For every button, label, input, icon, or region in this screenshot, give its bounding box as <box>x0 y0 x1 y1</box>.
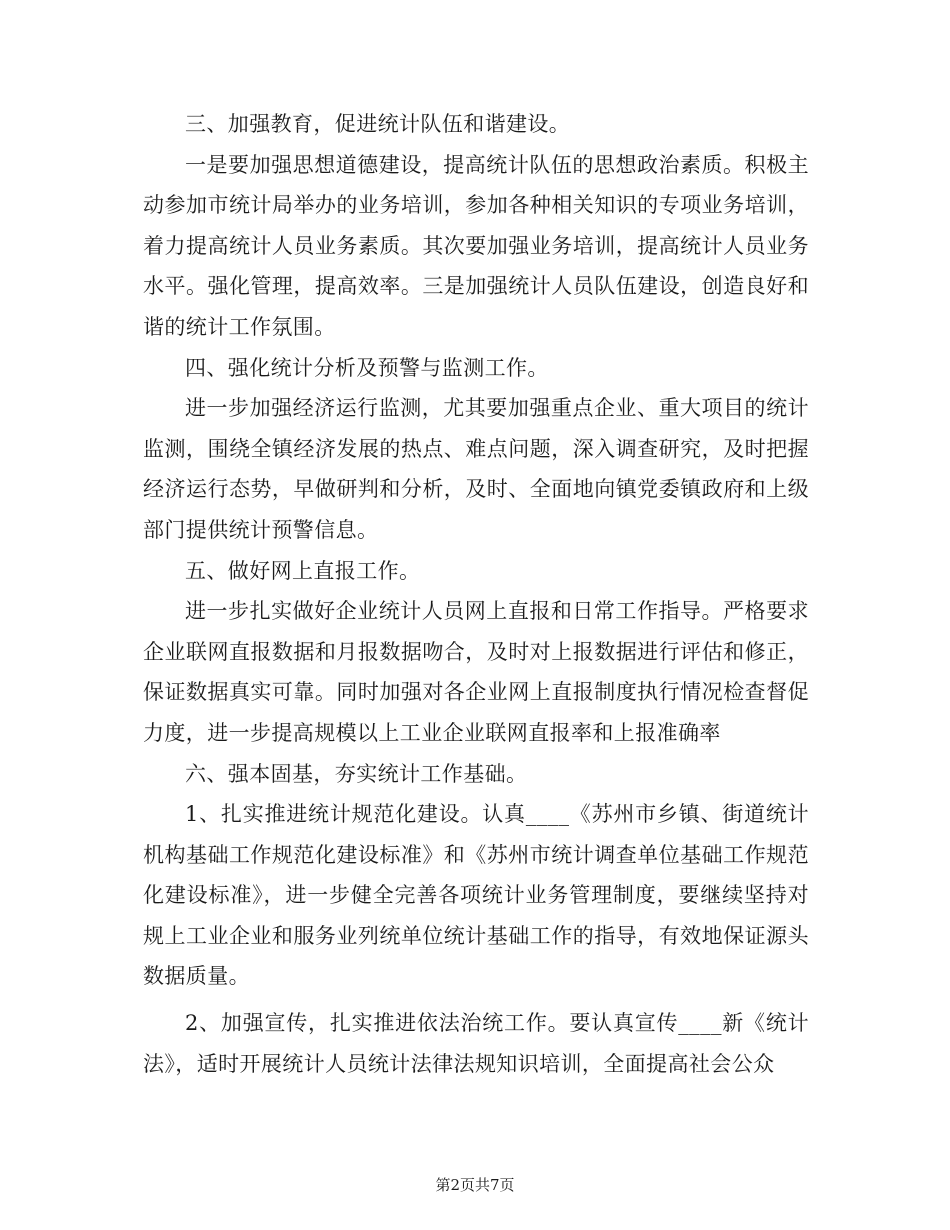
section-heading-4: 四、强化统计分析及预警与监测工作。 <box>185 355 549 380</box>
section-heading-5: 五、做好网上直报工作。 <box>185 558 421 583</box>
section-heading-6: 六、强本固基，夯实统计工作基础。 <box>185 761 528 786</box>
paragraph-online-reporting: 进一步扎实做好企业统计人员网上直报和日常工作指导。严格要求企业联网直报数据和月报数据吻合，及时对上报数据进行评估和修正，保证数据真实可靠。同时加强对各企业网上直报制度执行情况检查督促力度，进一步提高规模以上工业企业联网直报率和上报准确率 <box>143 599 809 745</box>
document-body <box>143 104 809 1084</box>
page-number-footer: 第2页共7页 <box>435 1176 515 1194</box>
section-heading-3: 三、加强教育，促进统计队伍和谐建设。 <box>185 112 571 136</box>
paragraph-education: 一是要加强思想道德建设，提高统计队伍的思想政治素质。积极主动参加市统计局举办的业务培训，参加各种相关知识的专项业务培训，着力提高统计人员业务素质。其次要加强业务培训，提高统计人员业务水平。强化管理，提高效率。三是加强统计人员队伍建设，创造良好和谐的统计工作氛围。 <box>143 152 809 339</box>
paragraph-monitoring: 进一步加强经济运行监测，尤其要加强重点企业、重大项目的统计监测，围绕全镇经济发展的热点、难点问题，深入调查研究，及时把握经济运行态势，早做研判和分析，及时、全面地向镇党委镇政府和上级部门提供统计预警信息。 <box>143 396 809 542</box>
paragraph-legal-publicity: 2、加强宣传，扎实推进依法治统工作。要认真宣传____新《统计法》，适时开展统计人员统计法律法规知识培训，全面提高社会公众 <box>143 1011 809 1076</box>
paragraph-standardization: 1、扎实推进统计规范化建设。认真____《苏州市乡镇、街道统计机构基础工作规范化建设标准》和《苏州市统计调查单位基础工作规范化建设标准》，进一步健全完善各项统计业务管理制度，要继续坚持对规上工业企业和服务业列统单位统计基础工作的指导，有效地保证源头数据质量。 <box>143 802 809 989</box>
